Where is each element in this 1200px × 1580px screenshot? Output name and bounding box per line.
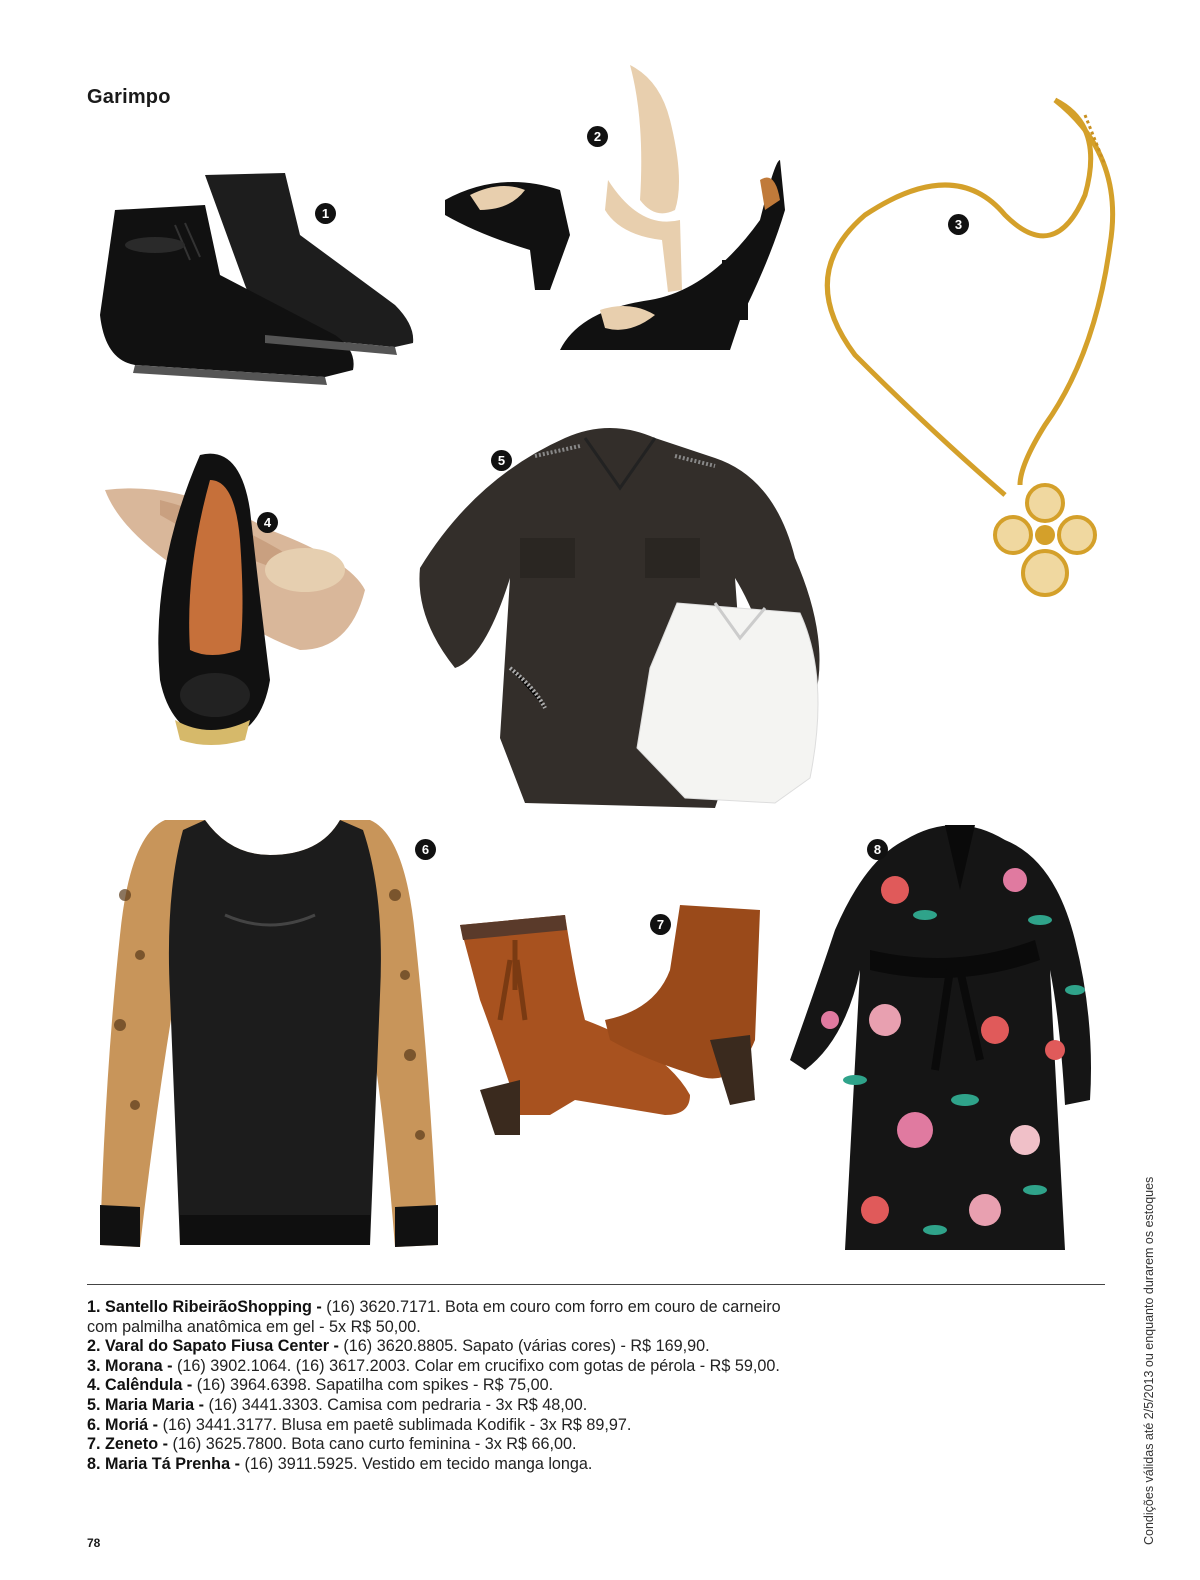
product-description: (16) 3964.6398. Sapatilha com spikes - R$ 75,00. (192, 1376, 554, 1395)
listing-entry-1 (87, 1298, 1107, 1318)
badge-1: 1 (315, 203, 336, 224)
listing-entry-1-continued (87, 1318, 1107, 1338)
badge-4: 4 (257, 512, 278, 533)
item-number: 1. (87, 1298, 101, 1316)
divider-rule (87, 1284, 1105, 1285)
product-image-8-dress[interactable] (785, 820, 1105, 1260)
listing-entry-8 (87, 1455, 1107, 1475)
item-number: 7. (87, 1435, 101, 1454)
listing-entry-5 (87, 1396, 1107, 1416)
item-number: 4. (87, 1376, 101, 1395)
badge-6: 6 (415, 839, 436, 860)
item-number: 8. (87, 1454, 101, 1473)
product-description: (16) 3441.3177. Blusa em paetê sublimada Kodifik - 3x R$ 89,97. (158, 1415, 632, 1434)
badge-7: 7 (650, 914, 671, 935)
validity-note: Condições válidas até 2/5/2013 ou enquanto durarem os estoques (1142, 1176, 1156, 1545)
item-number: 3. (87, 1356, 101, 1375)
listing-entry-2 (87, 1337, 1107, 1357)
product-image-2-heels[interactable] (440, 60, 800, 360)
product-description: (16) 3620.8805. Sapato (várias cores) - R$ 169,90. (338, 1337, 710, 1356)
product-description: (16) 3902.1064. (16) 3617.2003. Colar em crucifixo com gotas de pérola - R$ 59,00. (172, 1356, 780, 1375)
product-description: (16) 3911.5925. Vestido em tecido manga longa. (239, 1454, 593, 1473)
store-name: Morana - (105, 1356, 173, 1375)
product-description: (16) 3441.3303. Camisa com pedraria - 3x R$ 48,00. (203, 1395, 588, 1414)
store-name: Varal do Sapato Fiusa Center - (105, 1337, 339, 1356)
product-image-7-ankle-boots[interactable] (455, 900, 770, 1140)
listing-entry-3 (87, 1357, 1107, 1377)
badge-3: 3 (948, 214, 969, 235)
item-number: 2. (87, 1337, 101, 1356)
store-name: Maria Maria - (105, 1395, 204, 1414)
listing-entry-6 (87, 1416, 1107, 1436)
product-image-5-shirts[interactable] (415, 418, 830, 808)
item-number: 5. (87, 1395, 101, 1414)
store-name: Santello RibeirãoShopping - (105, 1298, 322, 1316)
badge-2: 2 (587, 126, 608, 147)
store-name: Zeneto - (105, 1435, 168, 1454)
item-number: 6. (87, 1415, 101, 1434)
listing-entry-7 (87, 1435, 1107, 1455)
page-number: 78 (87, 1536, 101, 1550)
product-image-3-necklace[interactable] (805, 95, 1125, 645)
product-listing (87, 1298, 1107, 1474)
product-description: (16) 3620.7171. Bota em couro com forro em couro de carneiro (321, 1298, 781, 1316)
badge-8: 8 (867, 839, 888, 860)
store-name: Maria Tá Prenha - (105, 1454, 240, 1473)
product-image-1-boots[interactable] (95, 165, 425, 390)
listing-entry-4 (87, 1376, 1107, 1396)
product-description: (16) 3625.7800. Bota cano curto feminina - 3x R$ 66,00. (167, 1435, 577, 1454)
product-image-6-blouse[interactable] (95, 815, 440, 1265)
product-description-continued: com palmilha anatômica em gel - 5x R$ 50,00. (87, 1317, 421, 1336)
store-name: Moriá - (105, 1415, 159, 1434)
product-image-4-flats[interactable] (100, 450, 370, 750)
store-name: Calêndula - (105, 1376, 193, 1395)
section-title: Garimpo (87, 86, 171, 108)
badge-5: 5 (491, 450, 512, 471)
